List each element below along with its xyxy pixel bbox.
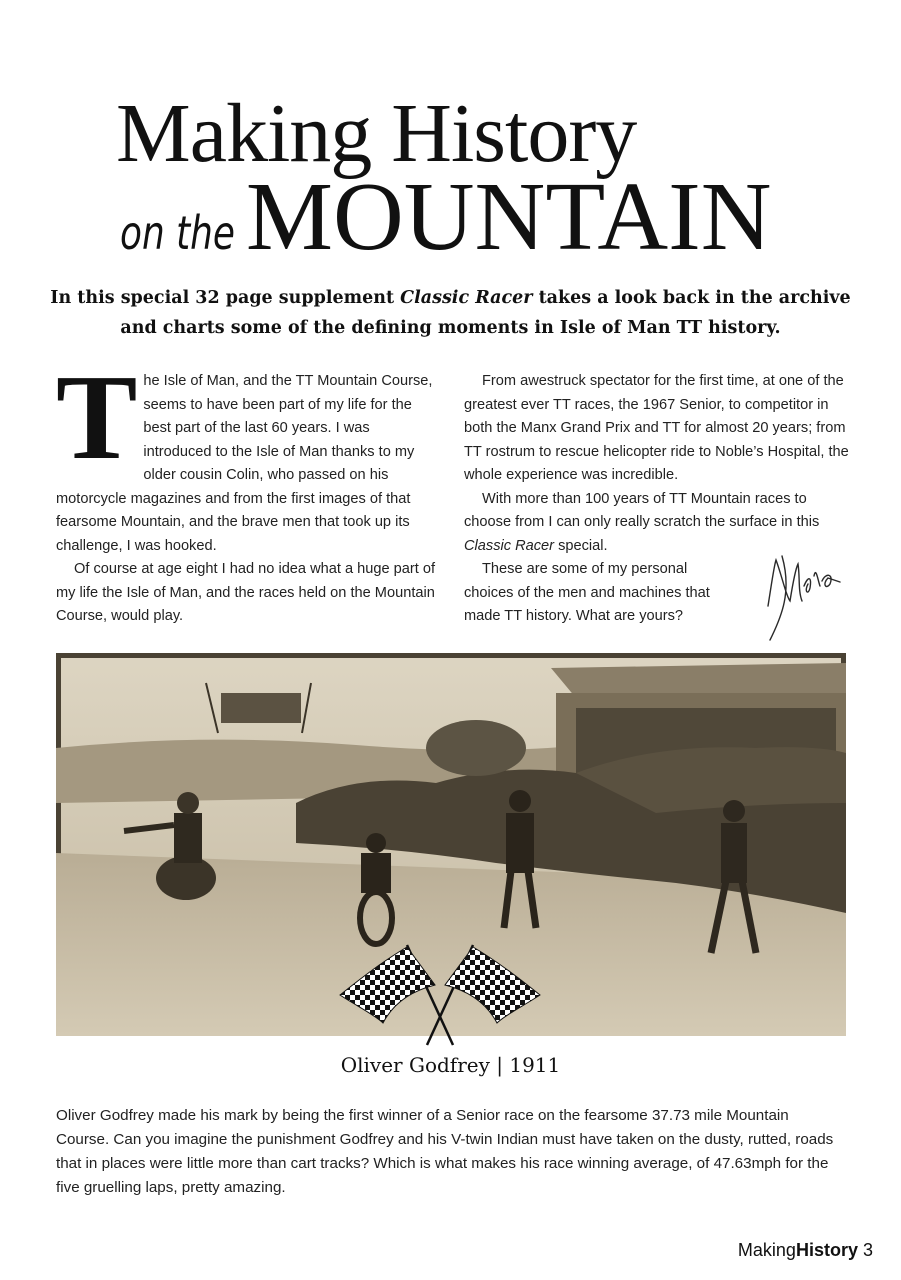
godfrey-paragraph: Oliver Godfrey made his mark by being the first winner of a Senior race on the fearsome 37.73 mile Mountain Course. Can you imagine the punishment Godfrey and his V-twin Indian must have taken on the dusty, rutted, roads that in places were little more than cart tracks? Which is what makes his race winning average, of 47.63mph for the five gruelling laps, pretty amazing. xyxy=(56,1107,834,1196)
checkered-flags-icon xyxy=(335,935,545,1050)
article-p1-text: he Isle of Man, and the TT Mountain Course, seems to have been part of my life for the best part of the last 60 years. I was introduced to the Isle of Man thanks to my older cousin Colin, who passed on his motorcycle magazines and from the first images of that fearsome Mountain, and the brave men that took up its challenge, I was hooked. xyxy=(56,373,433,554)
page-footer xyxy=(738,1240,873,1261)
article-p5-line2: choices of the men and machines that xyxy=(464,584,710,601)
title-on-the: on the xyxy=(120,206,235,260)
standfirst-before: In this special 32 page supplement xyxy=(50,288,401,308)
title-mountain: MOUNTAIN xyxy=(245,163,772,271)
page-number: 3 xyxy=(862,1240,873,1260)
article-column-left xyxy=(56,350,436,629)
drop-cap: T xyxy=(56,350,138,485)
article-paragraph-3: From awestruck spectator for the first time, at one of the greatest ever TT races, the 1967 Senior, to competitor in both the Manx Grand Prix and TT for almost 20 years; from TT rostrum to rescue helicopter ride to Noble’s Hospital, the whole experience was incredible. xyxy=(464,373,849,483)
photo-caption: Oliver Godfrey | 1911 xyxy=(340,1053,561,1077)
footer-making: Making xyxy=(737,1240,796,1260)
article-p4-before: With more than 100 years of TT Mountain races to choose from I can only really scratch the surface in this xyxy=(464,490,820,530)
article-p5-line3: made TT history. What are yours? xyxy=(464,608,683,624)
article-paragraph-1 xyxy=(56,350,436,558)
title-line1: Making History xyxy=(116,87,637,180)
article-paragraph-2: Of course at age eight I had no idea what a huge part of my life the Isle of Man, and the races held on the Mountain Course, would play. xyxy=(56,561,436,624)
signature xyxy=(752,546,852,646)
standfirst xyxy=(40,283,861,343)
footer-history: History xyxy=(795,1240,858,1260)
title-line2 xyxy=(120,163,772,271)
standfirst-italic: Classic Racer xyxy=(400,288,533,308)
standfirst-after: takes a look back in the archive and charts some of the defining moments in Isle of Man TT history. xyxy=(120,288,851,338)
article-p5-line1: These are some of my personal xyxy=(482,561,688,577)
article-p4-after: special. xyxy=(554,537,608,554)
article-p4-italic: Classic Racer xyxy=(464,537,555,554)
